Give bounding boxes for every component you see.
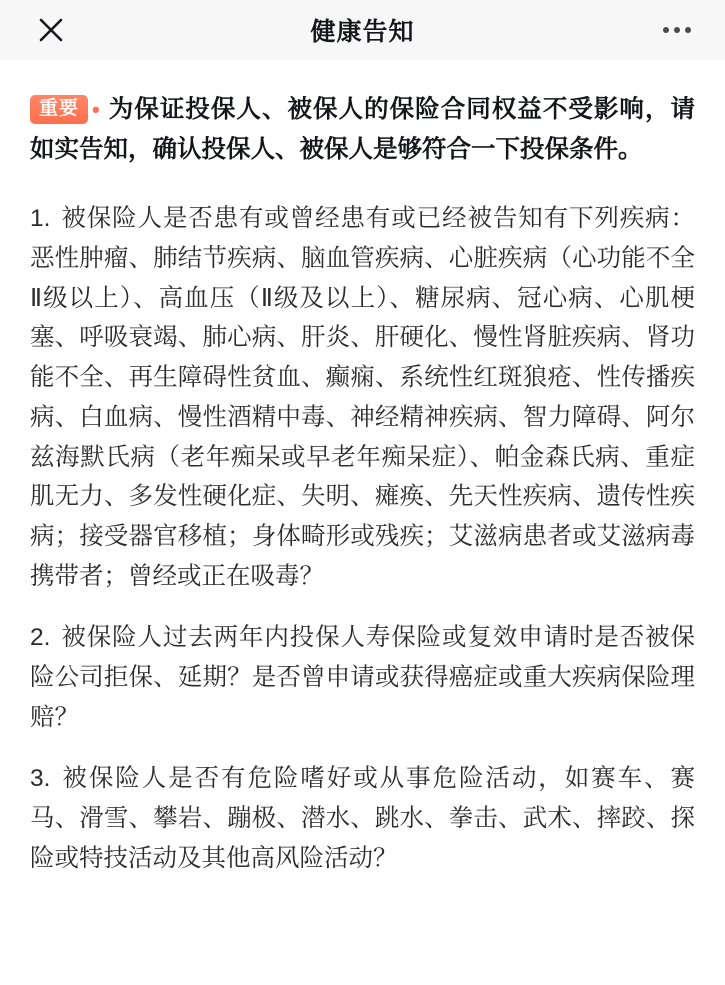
close-icon[interactable]: [34, 13, 68, 47]
question-item: [30, 759, 695, 878]
important-notice-text: 为保证投保人、被保人的保险合同权益不受影响，请如实告知，确认投保人、被保人是够符合一下投保条件。: [30, 96, 695, 163]
more-dot: [685, 27, 691, 33]
important-notice: [30, 90, 695, 169]
question-item: [30, 618, 695, 737]
question-text: 被保险人是否患有或曾经患有或已经被告知有下列疾病：恶性肿瘤、肺结节疾病、脑血管疾病、心脏疾病（心功能不全Ⅱ级以上）、高血压（Ⅱ级及以上）、糖尿病、冠心病、心肌梗塞、呼吸衰竭、肺心病、肝炎、肝硬化、慢性肾脏疾病、肾功能不全、再生障碍性贫血、癫痫、系统性红斑狼疮、性传播疾病、白血病、慢性酒精中毒、神经精神疾病、智力障碍、阿尔兹海默氏病（老年痴呆或早老年痴呆症）、帕金森氏病、重症肌无力、多发性硬化症、失明、瘫痪、先天性疾病、遗传性疾病；接受器官移植；身体畸形或残疾；艾滋病患者或艾滋病毒携带者；曾经或正在吸毒？: [30, 205, 695, 590]
more-dot: [663, 27, 669, 33]
page-title: 健康告知: [310, 18, 415, 46]
more-options-icon[interactable]: [651, 13, 691, 47]
question-text: 被保险人是否有危险嗜好或从事危险活动，如赛车、赛马、滑雪、攀岩、蹦极、潜水、跳水、拳击、武术、摔跤、探险或特技活动及其他高风险活动？: [30, 765, 695, 872]
more-dot: [674, 27, 680, 33]
question-item: [30, 199, 695, 596]
badge-separator: •: [92, 97, 100, 122]
status-badge: 重要: [30, 95, 88, 124]
navigation-bar: [0, 0, 725, 60]
question-number: 1.: [30, 205, 51, 233]
question-number: 3.: [30, 765, 51, 793]
question-text: 被保险人过去两年内投保人寿保险或复效申请时是否被保险公司拒保、延期？是否曾申请或获得癌症或重大疾病保险理赔？: [30, 624, 695, 731]
content-area: [0, 60, 725, 985]
question-number: 2.: [30, 624, 51, 652]
